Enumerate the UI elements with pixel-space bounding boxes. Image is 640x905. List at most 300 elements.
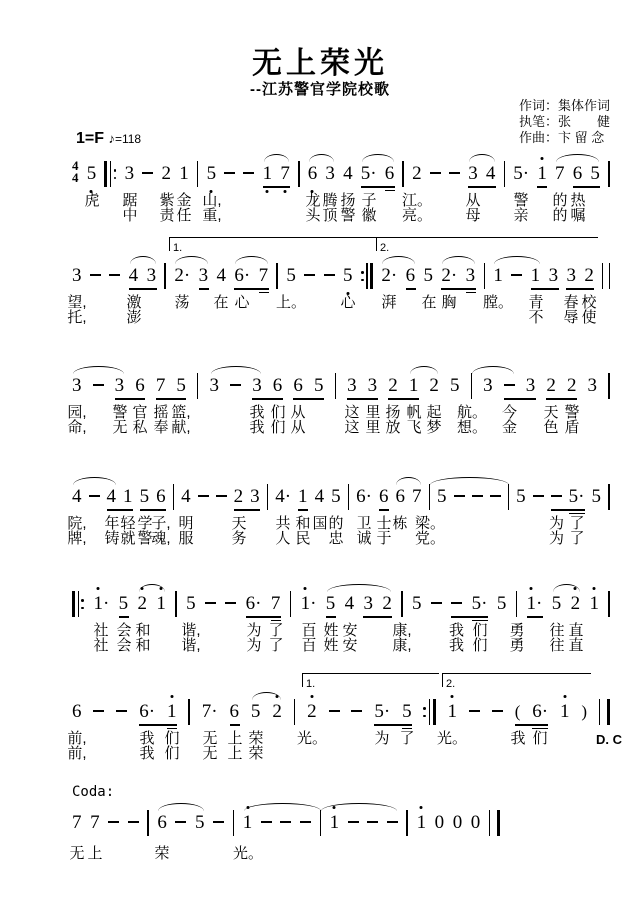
volta-bracket	[442, 673, 591, 690]
lyric-syllable: 为	[374, 730, 390, 747]
note-token: 3	[566, 265, 576, 286]
lyric-syllable: 国	[312, 515, 328, 532]
lyric-syllable: 梁。	[414, 515, 446, 532]
lyric-syllable: 无	[202, 745, 218, 762]
lyric-syllable: 牌,	[67, 530, 87, 547]
lyric-syllable: 务	[231, 530, 247, 547]
beam-underline	[551, 509, 585, 510]
lyric-syllable: 徽	[361, 207, 377, 224]
note-token: 3	[252, 375, 262, 396]
slur-tie	[410, 366, 438, 374]
volta-label: 2.	[380, 242, 390, 254]
note-token: 1	[298, 486, 308, 507]
song-title: 无上荣光	[252, 47, 388, 80]
system-1	[72, 158, 610, 224]
beam-underline	[504, 398, 536, 399]
barline	[267, 484, 269, 510]
barline	[298, 161, 300, 187]
slur-tie	[469, 154, 495, 162]
lyric-syllable: 光。	[232, 845, 264, 862]
volta-bracket	[169, 237, 377, 254]
lyric-syllable: 民	[295, 530, 311, 547]
note-token: 2	[584, 265, 594, 286]
octave-dot-below	[266, 190, 269, 193]
barline	[484, 263, 486, 289]
barline	[608, 591, 610, 617]
note-token: 1	[493, 265, 503, 286]
lyric-syllable: 命,	[67, 419, 87, 436]
lyric-syllable: 百	[301, 622, 317, 639]
duration-dash	[304, 274, 315, 276]
lyric-syllable: 我	[249, 404, 265, 421]
lyric-syllable: 为	[246, 637, 262, 654]
lyric-syllable: 江。	[401, 192, 433, 209]
lyric-syllable: 金	[176, 192, 192, 209]
repeat-dot	[81, 599, 84, 602]
duration-dash	[351, 710, 362, 712]
lyric-syllable: 康,	[392, 637, 412, 654]
lyric-syllable: 无	[202, 730, 218, 747]
note-token: 2	[571, 593, 581, 615]
lyric-syllable: 直	[568, 637, 584, 654]
beam-underline	[363, 616, 392, 617]
beam-underline	[379, 509, 389, 510]
barline	[471, 373, 473, 399]
lyric-syllable: 的	[328, 515, 344, 532]
note-token: 3	[367, 375, 378, 396]
note-token: 2·	[381, 265, 398, 286]
lyric-syllable: 我	[139, 730, 155, 747]
note-token: 4·	[275, 486, 292, 507]
barline	[608, 484, 610, 510]
lyric-syllable: 顶	[322, 207, 338, 224]
repeat-end-sign	[423, 699, 435, 725]
lyric-syllable: 们	[472, 637, 488, 654]
final-barline	[489, 810, 500, 836]
repeat-thick-bar	[72, 591, 75, 617]
note-token: 6·	[245, 593, 262, 614]
note-token: 2·	[174, 265, 191, 286]
lyric-syllable: 服	[178, 530, 194, 547]
beam-underline	[468, 186, 496, 187]
lyric-syllable: 谐,	[181, 637, 201, 654]
lyric-syllable: 金	[501, 419, 518, 436]
duration-dash	[472, 495, 483, 497]
beam-underline	[347, 398, 378, 399]
note-token: 7	[270, 593, 281, 614]
beam-underline	[107, 509, 133, 510]
octave-dot-above	[530, 587, 533, 590]
lyric-syllable: 今	[501, 404, 518, 421]
lyric-syllable: 心	[234, 294, 250, 311]
lyric-syllable: 党。	[414, 530, 446, 547]
lyric-syllable: 的	[552, 207, 568, 224]
note-token: 4	[343, 163, 353, 184]
lyric-syllable: 天	[543, 404, 559, 421]
lyric-syllable: 安	[342, 622, 358, 639]
note-token: 7	[411, 486, 422, 507]
duration-dash	[454, 495, 465, 497]
lyric-syllable: 奉	[153, 419, 169, 436]
beam-underline	[167, 728, 177, 729]
beam-underline	[532, 728, 548, 729]
lyric-syllable: 上	[227, 745, 243, 762]
note-token: 5·	[471, 593, 488, 614]
beam-underline	[385, 190, 395, 191]
lyric-syllable: 学	[137, 515, 153, 532]
lyric-syllable: 龙	[305, 192, 321, 209]
lyric-syllable: 会	[116, 637, 132, 654]
lyric-syllable: 的	[552, 192, 568, 209]
barline	[335, 373, 337, 399]
note-token: 1	[156, 593, 166, 615]
repeat-dot	[361, 271, 364, 274]
notes-row	[72, 701, 610, 723]
note-token: 3	[483, 375, 493, 396]
lyric-syllable: 们	[164, 745, 180, 762]
note-token: 6	[308, 163, 318, 185]
duration-dash	[261, 821, 272, 823]
barline	[197, 373, 199, 399]
repeat-start-sign	[72, 591, 84, 617]
note-token: 4	[181, 486, 191, 507]
note-token: 5	[516, 486, 526, 507]
slur-tie	[327, 584, 391, 592]
note-token: 1	[408, 375, 419, 396]
note-token: 5	[250, 701, 261, 722]
note-token: 3	[363, 593, 373, 614]
lyric-syllable: 子,	[151, 515, 171, 532]
lyric-syllable: 警	[513, 192, 529, 209]
note-token: 0	[452, 812, 463, 833]
note-token: 2	[307, 701, 317, 723]
duration-dash	[142, 172, 153, 174]
slur-tie	[264, 154, 289, 162]
note-token: 5	[437, 486, 447, 507]
lyric-syllable: 青	[528, 294, 544, 311]
note-token: 7	[555, 163, 565, 184]
repeat-dots	[423, 699, 426, 725]
lyric-syllable: 扬	[385, 404, 401, 421]
note-token: 5	[176, 375, 186, 396]
beam-underline	[374, 724, 412, 725]
lyric-syllable: 里	[365, 404, 381, 421]
barline	[504, 161, 506, 187]
slur-tie	[442, 256, 475, 264]
beam-underline	[263, 186, 290, 187]
lyric-syllable: 膛。	[482, 294, 514, 311]
song-subtitle: --江苏警官学院校歌	[250, 81, 390, 98]
beam-underline	[129, 288, 157, 289]
beam-underline	[566, 288, 594, 289]
lyric-syllable: 在	[213, 294, 229, 311]
duration-dash	[93, 710, 104, 712]
repeat-thick-bar	[433, 699, 436, 725]
note-token: 7	[258, 265, 269, 286]
lyric-syllable: 和	[295, 515, 311, 532]
lyric-syllable: 起	[426, 404, 442, 421]
lyric-syllable: 警	[137, 530, 153, 547]
lyric-syllable: 盾	[564, 419, 580, 436]
slur-tie	[382, 256, 415, 264]
note-token: 5	[118, 593, 129, 614]
note-token: 2	[233, 486, 244, 507]
parenthesis: (	[514, 702, 521, 721]
slur-tie	[430, 477, 509, 485]
lyric-syllable: 春	[563, 294, 579, 311]
octave-dot-above	[593, 587, 596, 590]
lyric-syllable: 官	[132, 404, 148, 421]
note-token: 6	[156, 486, 166, 507]
lyric-syllable: 卫	[356, 515, 372, 532]
beam-underline	[573, 186, 600, 187]
lyric-syllable: 上	[87, 845, 103, 862]
duration-dash	[504, 384, 515, 386]
lyric-syllable: 诚	[356, 530, 372, 547]
lyric-syllable: 中	[122, 207, 138, 224]
lyric-syllable: 社	[93, 622, 109, 639]
dc-mark: D. C	[596, 732, 622, 747]
lyric-syllable: 上	[227, 730, 243, 747]
note-token: 7·	[201, 701, 218, 722]
note-token: 1	[263, 163, 273, 185]
beam-underline	[246, 616, 281, 617]
note-token: 3	[250, 486, 260, 507]
duration-dash	[430, 172, 441, 174]
lyric-syllable: 荣	[248, 730, 264, 747]
duration-dash	[387, 821, 398, 823]
note-token: 1	[123, 486, 133, 507]
time-signature	[72, 160, 79, 184]
lyric-syllable: 姓	[323, 637, 339, 654]
barline	[188, 699, 190, 725]
lyric-syllable: 光。	[436, 730, 468, 747]
lyric-syllable: 安	[342, 637, 358, 654]
note-token: 6·	[532, 701, 549, 722]
note-token: 6	[572, 163, 583, 184]
note-token: 3	[347, 375, 357, 396]
beam-underline	[139, 724, 177, 725]
lyric-syllable: 激	[126, 294, 142, 311]
notes-row	[72, 375, 610, 397]
lyric-syllable: 母	[465, 207, 481, 224]
slur-tie	[494, 256, 540, 264]
note-token: 6	[378, 486, 389, 507]
slur-tie	[472, 366, 514, 374]
barline	[175, 591, 177, 617]
lyric-syllable: 无	[69, 845, 85, 862]
lyric-syllable: 社	[93, 637, 109, 654]
notes-row	[72, 265, 610, 287]
barline	[294, 699, 296, 725]
lyric-syllable: 我	[448, 637, 465, 654]
lyric-syllable: 辱	[563, 309, 579, 326]
barline	[233, 810, 235, 836]
note-token: 2	[566, 375, 577, 396]
note-token: 2	[138, 593, 148, 615]
note-token: 3	[124, 163, 135, 184]
duration-dash	[469, 710, 480, 712]
lyric-syllable: 使	[581, 309, 597, 326]
note-token: 4	[344, 593, 355, 614]
barline	[290, 591, 292, 617]
note-token: 0	[434, 812, 445, 833]
slur-tie	[158, 803, 204, 811]
note-token: 5·	[513, 163, 530, 184]
slur-tie	[309, 154, 334, 162]
repeat-thick-bar	[370, 263, 373, 289]
repeat-dot	[114, 169, 117, 172]
barline	[429, 484, 431, 510]
note-token: 5	[186, 593, 196, 614]
lyric-syllable: 心	[340, 294, 356, 311]
lyric-syllable: 亲	[513, 207, 529, 224]
duration-dash	[230, 384, 241, 386]
note-token: 1·	[527, 593, 543, 615]
lyric-syllable: 想。	[456, 419, 488, 436]
note-token: 5·	[374, 701, 391, 722]
repeat-thin-bar	[366, 263, 367, 289]
lyric-syllable: 任	[176, 207, 192, 224]
duration-dash	[108, 821, 119, 823]
beam-underline	[259, 292, 269, 293]
beam-underline	[119, 616, 129, 617]
lyric-syllable: 虎	[84, 192, 100, 209]
lyric-syllable: 往	[549, 622, 565, 639]
duration-dash	[449, 172, 460, 174]
slur-tie	[73, 366, 124, 374]
volta-label: 1.	[173, 242, 183, 254]
lyric-syllable: 警	[112, 404, 128, 421]
lyric-syllable: 荣	[248, 745, 264, 762]
repeat-dots	[114, 161, 117, 187]
duration-dash	[93, 384, 104, 386]
slur-tie	[244, 803, 321, 811]
barline	[516, 591, 518, 617]
beam-underline	[234, 288, 269, 289]
note-token: 5	[591, 486, 601, 507]
duration-dash	[224, 172, 235, 174]
note-token: 1	[417, 812, 427, 834]
note-token: 3	[146, 265, 157, 286]
barline	[276, 263, 278, 289]
lyric-syllable: 航。	[456, 404, 488, 421]
note-token: 3	[525, 375, 536, 396]
lyric-syllable: 重,	[202, 207, 222, 224]
slur-tie	[130, 256, 156, 264]
lyricist-credit: 作词：集体作词	[518, 98, 610, 113]
lyric-syllable: 忠	[328, 530, 344, 547]
lyric-syllable: 园,	[67, 404, 87, 421]
note-token: 2	[429, 375, 439, 396]
duration-dash	[89, 495, 100, 497]
lyric-syllable: 勇	[509, 637, 525, 654]
note-token: 3	[468, 163, 478, 184]
lyric-syllable: 从	[290, 404, 306, 421]
note-token: 4	[314, 486, 325, 507]
duration-dash	[551, 495, 562, 497]
lyric-syllable: 们	[532, 730, 548, 747]
duration-dash	[511, 274, 522, 276]
lyric-syllable: 荡	[174, 294, 190, 311]
lyric-syllable: 献,	[171, 419, 191, 436]
note-token: 6	[405, 265, 416, 286]
note-token: 5	[286, 265, 296, 286]
lyric-syllable: 踞	[122, 192, 138, 209]
slur-tie	[211, 366, 261, 374]
note-token: 3	[587, 375, 598, 396]
lyric-syllable: 篮,	[171, 404, 191, 421]
beam-underline	[115, 398, 145, 399]
note-token: 1	[537, 163, 547, 185]
note-token: 5	[496, 593, 507, 614]
lyric-syllable: 色	[543, 419, 559, 436]
lyric-syllable: 澎	[126, 309, 142, 326]
note-token: 5	[343, 265, 353, 287]
lyric-syllable: 会	[116, 622, 132, 639]
note-token: 3	[72, 265, 82, 286]
lyric-syllable: 前,	[67, 745, 87, 762]
final-barline	[599, 699, 610, 725]
lyric-syllable: 我	[448, 622, 465, 639]
duration-dash	[205, 602, 216, 604]
notes-row	[72, 593, 610, 615]
double-barline	[602, 263, 610, 289]
note-token: 3	[465, 265, 476, 286]
note-token: 1·	[301, 593, 317, 615]
lyric-syllable: 从	[465, 192, 481, 209]
barline	[608, 373, 610, 399]
note-token: 7	[280, 163, 290, 185]
duration-dash	[367, 821, 378, 823]
lyric-syllable: 直	[568, 622, 584, 639]
note-token: 2·	[441, 265, 458, 286]
lyric-syllable: 康,	[392, 622, 412, 639]
barline	[608, 161, 610, 187]
lyric-syllable: 从	[290, 419, 306, 436]
notes-row	[72, 812, 500, 834]
notes-row	[72, 158, 610, 185]
slur-tie	[553, 584, 580, 592]
lyric-syllable: 热	[570, 192, 586, 209]
slur-tie	[396, 477, 421, 485]
lyric-syllable: 子	[361, 192, 377, 209]
lyric-syllable: 和	[135, 637, 151, 654]
octave-dot-above	[97, 587, 100, 590]
note-token: 1	[447, 701, 457, 723]
repeat-dots	[81, 591, 84, 617]
slur-tie	[235, 256, 268, 264]
lyric-syllable: 人	[275, 530, 291, 547]
lyric-syllable: 亮。	[401, 207, 433, 224]
note-token: 5	[551, 593, 562, 614]
lyric-syllable: 为	[548, 515, 565, 532]
note-token: 7	[155, 375, 166, 396]
lyric-syllable: 校	[581, 294, 597, 311]
note-token: 1	[167, 701, 177, 723]
note-token: 3	[209, 375, 220, 396]
barline	[164, 263, 166, 289]
note-token: 6·	[356, 486, 372, 507]
note-token: 5·	[360, 163, 377, 184]
lyric-syllable: 天	[231, 515, 247, 532]
duration-dash	[490, 495, 501, 497]
note-token: 6	[384, 163, 395, 184]
system-7	[69, 784, 500, 862]
system-6	[67, 678, 622, 762]
lyric-syllable: 勇	[509, 622, 525, 639]
lyric-syllable: 荣	[154, 845, 170, 862]
